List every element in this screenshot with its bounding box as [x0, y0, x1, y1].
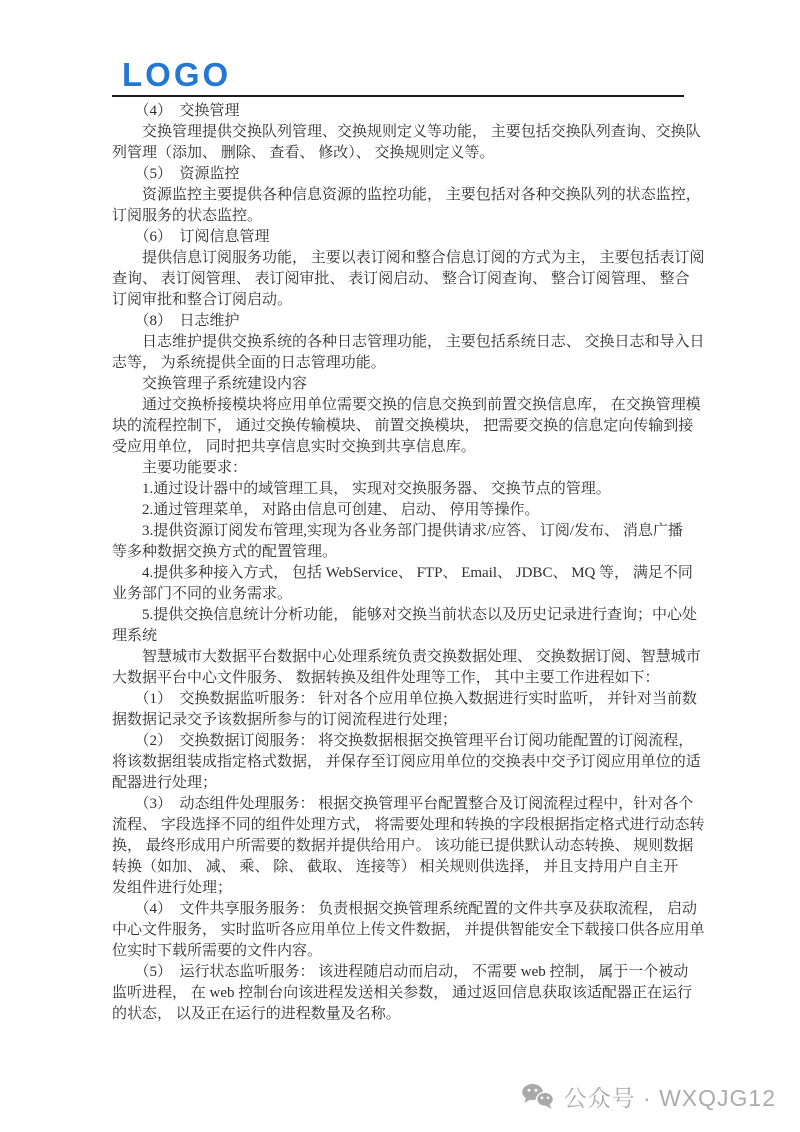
header-divider — [112, 95, 684, 97]
text-line: 受应用单位， 同时把共享信息实时交换到共享信息库。 — [112, 439, 476, 455]
text-line: 提供信息订阅服务功能， 主要以表订阅和整合信息订阅的方式为主， 主要包括表订阅 — [112, 250, 705, 266]
text-line: 订阅服务的状态监控。 — [112, 208, 263, 224]
document-body — [112, 101, 705, 1025]
text-line: 5.提供交换信息统计分析功能， 能够对交换当前状态以及历史记录进行查询；中心处 — [112, 607, 698, 623]
text-line: 查询、 表订阅管理、 表订阅审批、 表订阅启动、 整合订阅查询、 整合订阅管理、 整合 — [112, 271, 690, 287]
text-line: 日志维护提供交换系统的各种日志管理功能， 主要包括系统日志、 交换日志和导入日 — [112, 334, 705, 350]
text-line: 交换管理子系统建设内容 — [112, 376, 308, 392]
text-line: 智慧城市大数据平台数据中心处理系统负责交换数据处理、 交换数据订阅、智慧城市 — [112, 649, 701, 665]
text-line: 发组件进行处理； — [112, 880, 233, 896]
text-line: 4.提供多种接入方式， 包括 WebService、 FTP、 Email、 JDBC、 MQ 等， 满足不同 — [112, 565, 693, 581]
text-line: 配器进行处理； — [112, 775, 218, 791]
text-line: 业务部门不同的业务需求。 — [112, 586, 293, 602]
text-line: 列管理（添加、 删除、 查看、 修改）、 交换规则定义等。 — [112, 145, 495, 161]
text-line: 等多种数据交换方式的配置管理。 — [112, 544, 338, 560]
wechat-icon — [521, 1083, 555, 1109]
text-line: 将该数据组装成指定格式数据， 并保存至订阅应用单位的交换表中交予订阅应用单位的适 — [112, 754, 701, 770]
text-line: 换， 最终形成用户所需要的数据并提供给用户。 该功能已提供默认动态转换、 规则数据 — [112, 838, 694, 854]
text-line: （6） 订阅信息管理 — [112, 229, 270, 245]
text-line: （5） 运行状态监听服务： 该进程随启动而启动， 不需要 web 控制， 属于一个被动 — [112, 964, 689, 980]
text-line: （4） 文件共享服务服务： 负责根据交换管理系统配置的文件共享及获取流程， 启动 — [112, 901, 698, 917]
text-line: （1） 交换数据监听服务： 针对各个应用单位换入数据进行实时监听， 并针对当前数 — [112, 691, 698, 707]
text-line: 据数据记录交予该数据所参与的订阅流程进行处理； — [112, 712, 458, 728]
watermark — [521, 1082, 776, 1110]
text-line: 流程、 字段选择不同的组件处理方式， 将需要处理和转换的字段根据指定格式进行动态转 — [112, 817, 705, 833]
text-line: （8） 日志维护 — [112, 313, 240, 329]
text-line: （3） 动态组件处理服务： 根据交换管理平台配置整合及订阅流程过程中，针对各个 — [112, 796, 694, 812]
text-line: 大数据平台中心文件服务、 数据转换及组件处理等工作， 其中主要工作进程如下： — [112, 670, 660, 686]
text-line: 1.通过设计器中的域管理工具， 实现对交换服务器、 交换节点的管理。 — [112, 481, 611, 497]
text-line: 志等， 为系统提供全面的日志管理功能。 — [112, 355, 386, 371]
logo: LOGO — [122, 56, 232, 93]
text-line: 订阅审批和整合订阅启动。 — [112, 292, 293, 308]
text-line: （4） 交换管理 — [112, 103, 240, 119]
text-line: 主要功能要求： — [112, 460, 248, 476]
text-line: 理系统 — [112, 628, 158, 644]
text-line: 的状态， 以及正在运行的进程数量及名称。 — [112, 1006, 401, 1022]
watermark-label: 公众号 · WXQJG12 — [563, 1084, 776, 1111]
text-line: 2.通过管理菜单， 对路由信息可创建、 启动、 停用等操作。 — [112, 502, 540, 518]
text-line: 位实时下载所需要的文件内容。 — [112, 943, 323, 959]
text-line: （2） 交换数据订阅服务： 将交换数据根据交换管理平台订阅功能配置的订阅流程， — [112, 733, 694, 749]
text-line: 3.提供资源订阅发布管理,实现为各业务部门提供请求/应答、 订阅/发布、 消息广播 — [112, 523, 683, 539]
text-line: 中心文件服务， 实时监听各应用单位上传文件数据， 并提供智能安全下载接口供各应用单 — [112, 922, 705, 938]
text-line: 转换（如加、 减、 乘、 除、 截取、 连接等） 相关规则供选择， 并且支持用户自主开 — [112, 859, 679, 875]
text-line: 交换管理提供交换队列管理、交换规则定义等功能， 主要包括交换队列查询、交换队 — [112, 124, 701, 140]
text-line: 通过交换桥接模块将应用单位需要交换的信息交换到前置交换信息库， 在交换管理模 — [112, 397, 701, 413]
text-line: 块的流程控制下， 通过交换传输模块、 前置交换模块， 把需要交换的信息定向传输到接 — [112, 418, 694, 434]
text-line: 资源监控主要提供各种信息资源的监控功能， 主要包括对各种交换队列的状态监控， — [112, 187, 701, 203]
text-line: 监听进程， 在 web 控制台向该进程发送相关参数， 通过返回信息获取该适配器正在运行 — [112, 985, 692, 1001]
text-line: （5） 资源监控 — [112, 166, 240, 182]
